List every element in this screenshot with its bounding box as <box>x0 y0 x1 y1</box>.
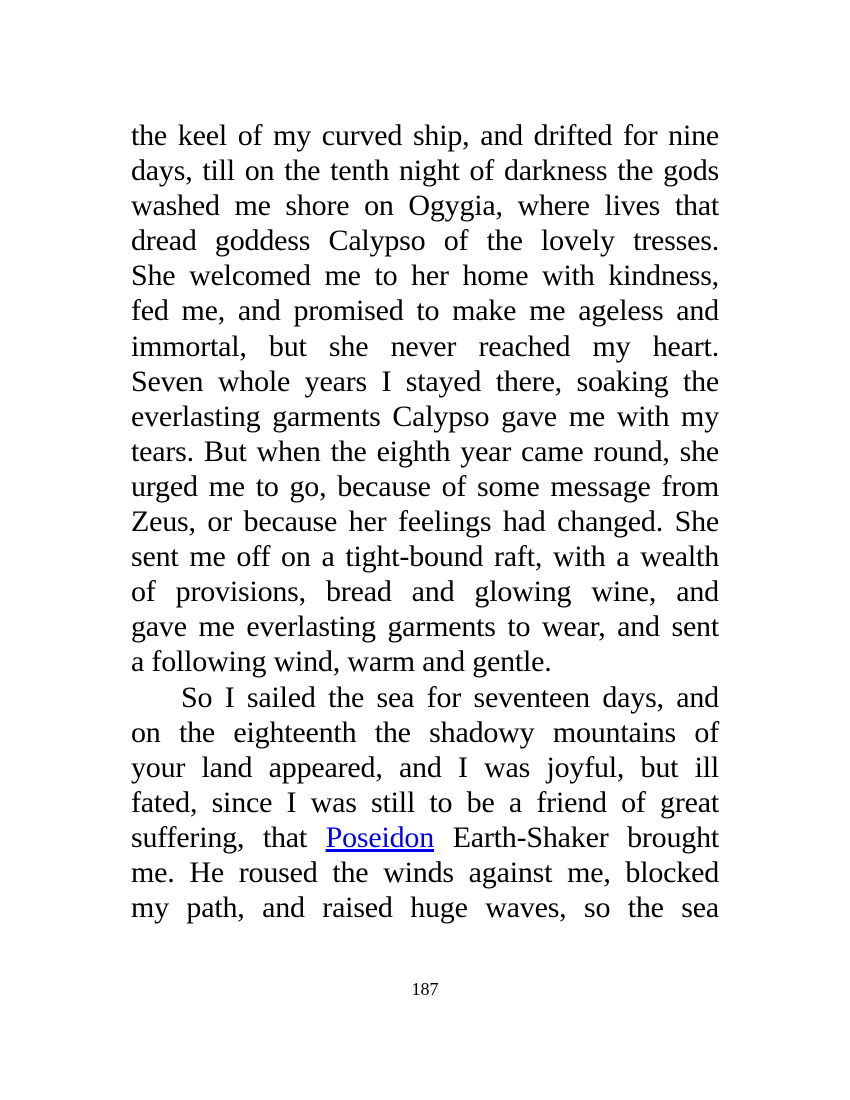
text-line: gave me everlasting garments to wear, and sent <box>131 610 719 644</box>
page-number: 187 <box>411 979 439 999</box>
text-line: on the eighteenth the shadowy mountains of <box>131 715 719 749</box>
text-line: fed me, and promised to make me ageless and <box>131 294 719 328</box>
text-line: your land appeared, and I was joyful, but ill <box>131 750 719 784</box>
text-line: fated, since I was still to be a friend of great <box>131 785 719 819</box>
text-line: everlasting garments Calypso gave me with my <box>131 399 719 433</box>
text-line: She welcomed me to her home with kindness, <box>131 259 719 293</box>
body-text <box>131 118 719 925</box>
text-line: immortal, but she never reached my heart. <box>131 329 719 363</box>
text-line: tears. But when the eighth year came round, she <box>131 434 719 468</box>
paragraph-start-line: So I sailed the sea for seventeen days, and <box>181 680 719 714</box>
text-line: my path, and raised huge waves, so the sea <box>131 891 719 925</box>
text-line: urged me to go, because of some message from <box>131 469 719 503</box>
text-segment: suffering, that <box>131 820 326 854</box>
text-line-with-link <box>131 820 719 855</box>
text-line: me. He roused the winds against me, blocked <box>131 855 719 889</box>
paragraph-end-line: a following wind, warm and gentle. <box>131 645 552 679</box>
text-line: sent me off on a tight-bound raft, with a wealth <box>131 540 719 574</box>
text-line: the keel of my curved ship, and drifted for nine <box>131 119 719 152</box>
text-line: dread goddess Calypso of the lovely tresses. <box>131 224 719 258</box>
text-segment: Earth-Shaker brought <box>434 820 720 854</box>
poseidon-link[interactable]: Poseidon <box>325 820 435 854</box>
text-line: days, till on the tenth night of darkness the gods <box>131 154 719 188</box>
text-line: Seven whole years I stayed there, soaking the <box>131 364 719 398</box>
text-line: Zeus, or because her feelings had changed. She <box>131 505 719 539</box>
text-line: of provisions, bread and glowing wine, and <box>131 575 719 609</box>
text-line: washed me shore on Ogygia, where lives that <box>131 189 719 223</box>
